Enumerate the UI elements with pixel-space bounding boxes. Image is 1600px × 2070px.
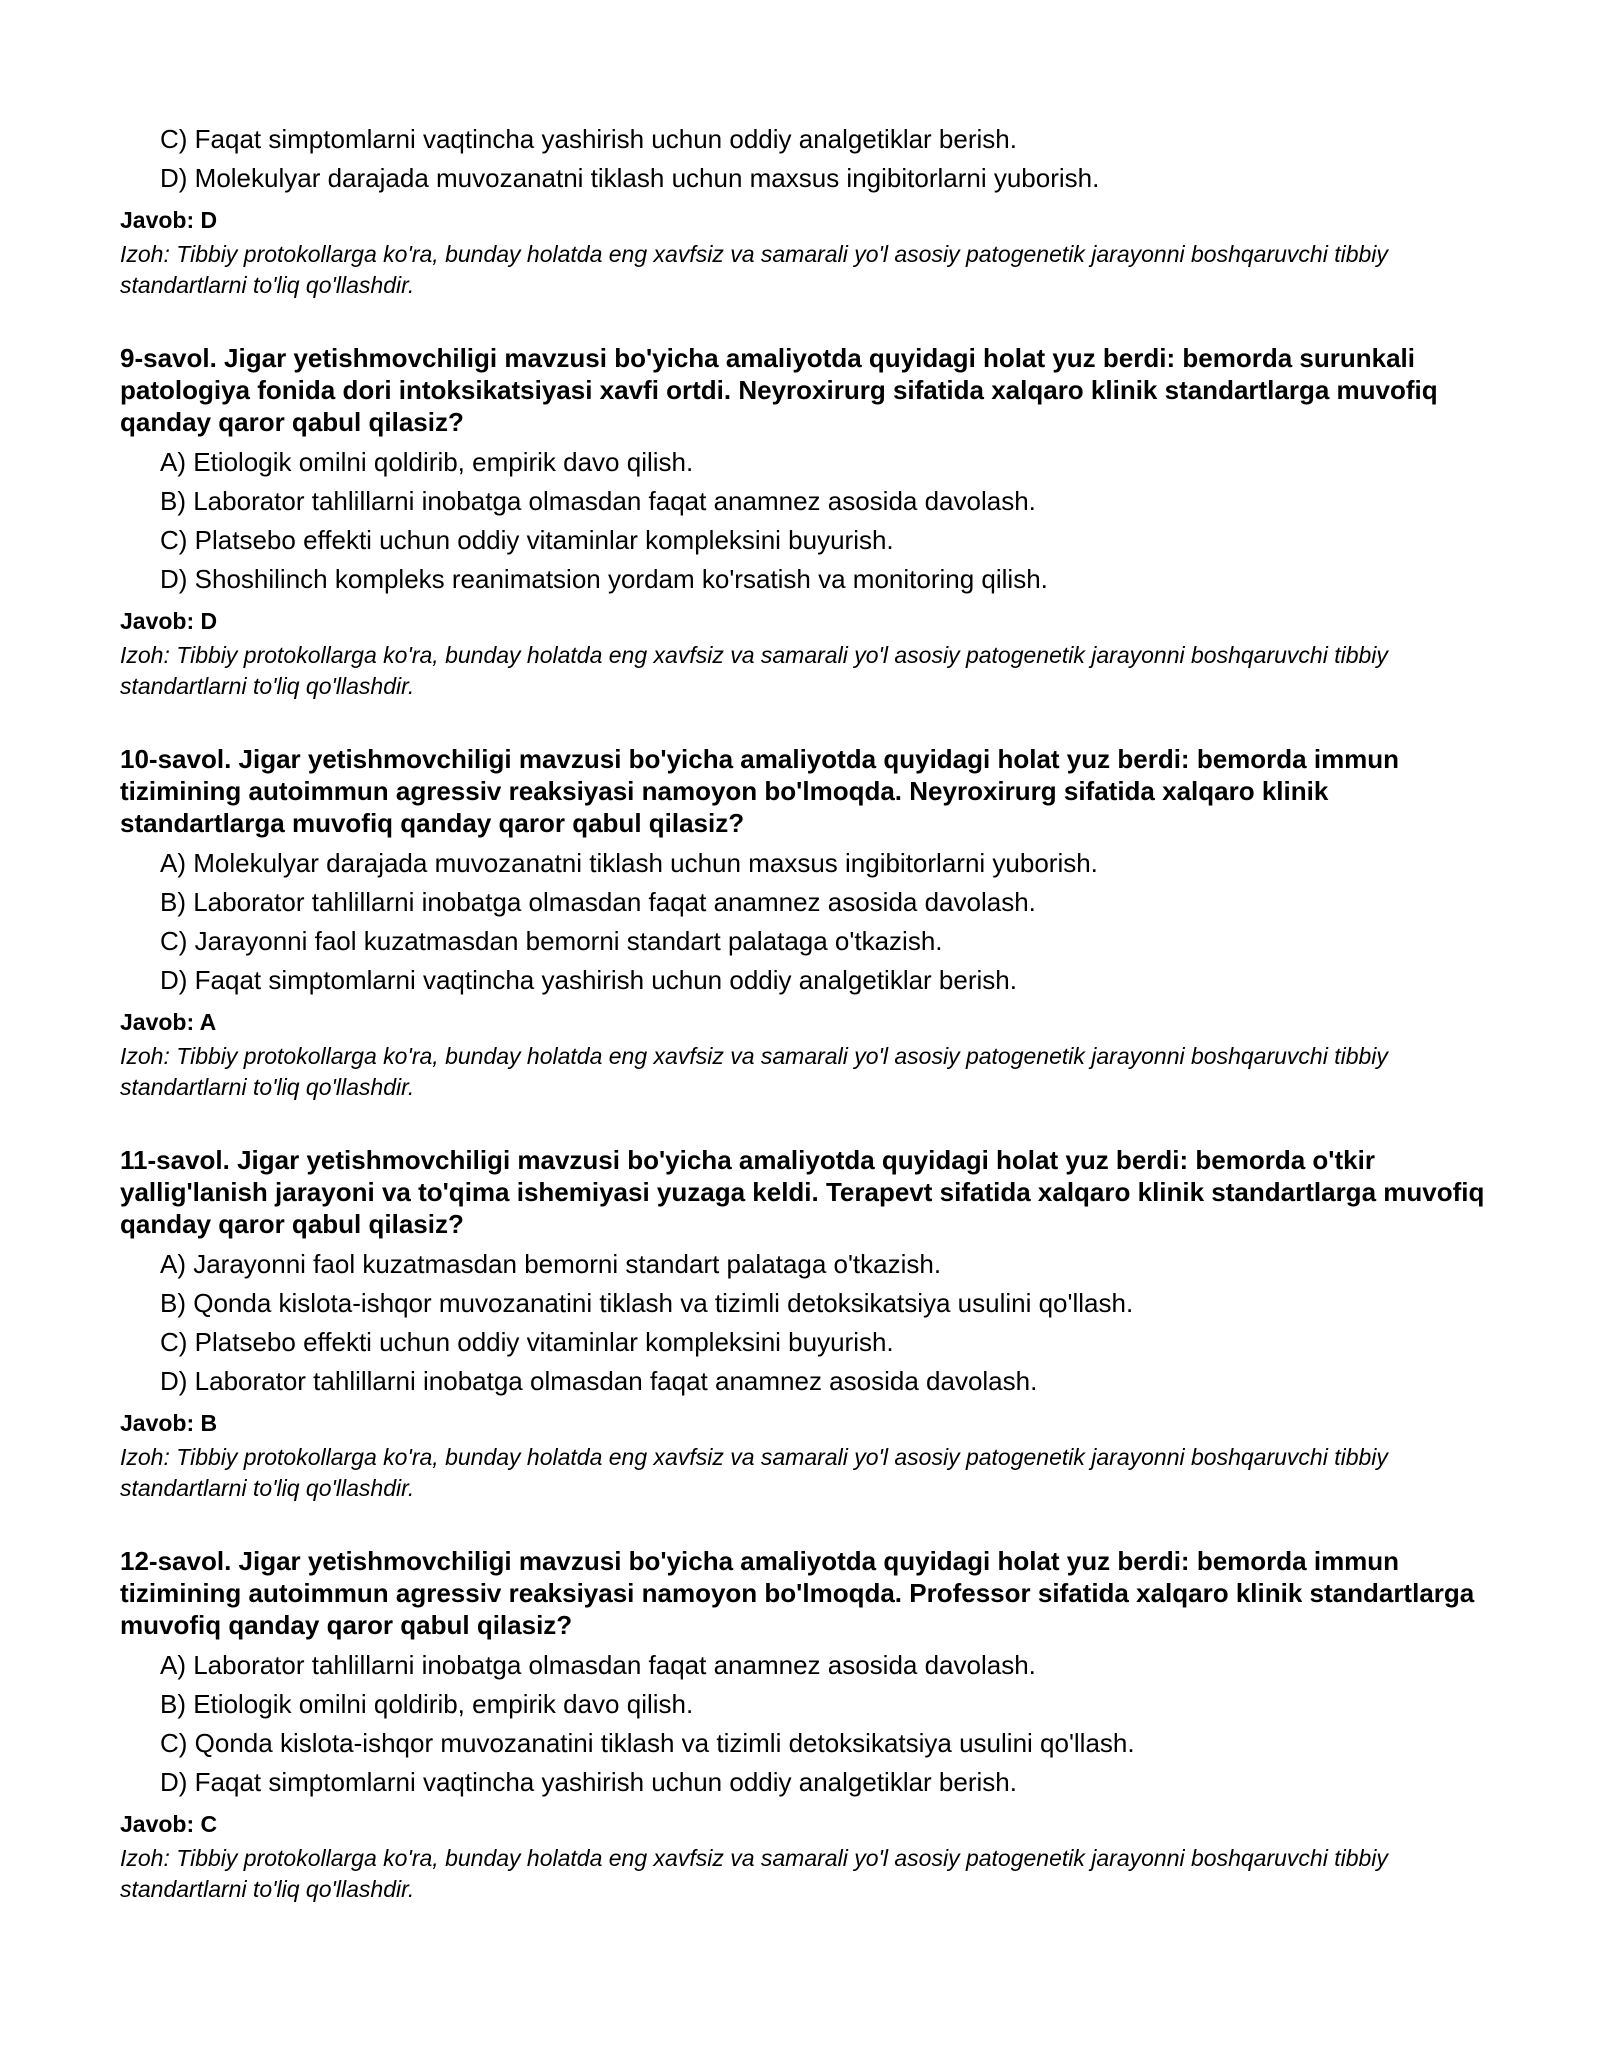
explanation-text: Izoh: Tibbiy protokollarga ko'ra, bunday holatda eng xavfsiz va samarali yo'l asosiy patogenetik jarayonni boshqaruvchi tibbiy standartlarni to'liq qo'llashdir.: [120, 1845, 1388, 1902]
option-c: C) Faqat simptomlarni vaqtincha yashirish uchun oddiy analgetiklar berish.: [160, 124, 1017, 154]
option-c: C) Platsebo effekti uchun oddiy vitaminlar kompleksini buyurish.: [160, 525, 894, 555]
question-text: 10-savol. Jigar yetishmovchiligi mavzusi bo'yicha amaliyotda quyidagi holat yuz berdi: bemorda immun tizimining autoimmun agressiv reaksiyasi namoyon bo'lmoqda. Neyroxirurg sifatida xalqaro klinik standartlarga muvofiq qanday qaror qabul qilasiz?: [120, 744, 1400, 838]
question-text: 9-savol. Jigar yetishmovchiligi mavzusi bo'yicha amaliyotda quyidagi holat yuz berdi: bemorda surunkali patologiya fonida dori intoksikatsiyasi xavfi ortdi. Neyroxirurg sifatida xalqaro klinik standartlarga muvofiq qanday qaror qabul qilasiz?: [120, 343, 1438, 437]
explanation-text: Izoh: Tibbiy protokollarga ko'ra, bunday holatda eng xavfsiz va samarali yo'l asosiy patogenetik jarayonni boshqaruvchi tibbiy standartlarni to'liq qo'llashdir.: [120, 642, 1388, 699]
option-d: D) Faqat simptomlarni vaqtincha yashirish uchun oddiy analgetiklar berish.: [160, 1767, 1017, 1797]
option-a: A) Jarayonni faol kuzatmasdan bemorni standart palataga o'tkazish.: [160, 1249, 942, 1279]
option-b: B) Qonda kislota-ishqor muvozanatini tiklash va tizimli detoksikatsiya usulini qo'llash.: [160, 1288, 1134, 1318]
option-c: C) Platsebo effekti uchun oddiy vitaminlar kompleksini buyurish.: [160, 1327, 894, 1357]
option-b: B) Laborator tahlillarni inobatga olmasdan faqat anamnez asosida davolash.: [160, 486, 1036, 516]
option-c: C) Qonda kislota-ishqor muvozanatini tiklash va tizimli detoksikatsiya usulini qo'llash.: [160, 1728, 1135, 1758]
option-a: A) Molekulyar darajada muvozanatni tiklash uchun maxsus ingibitorlarni yuborish.: [160, 848, 1098, 878]
question-9: [120, 342, 1500, 702]
document-page: [120, 120, 1500, 1905]
option-d: D) Molekulyar darajada muvozanatni tiklash uchun maxsus ingibitorlarni yuborish.: [160, 163, 1100, 193]
answer-label: Javob: D: [120, 207, 218, 233]
option-b: B) Etiologik omilni qoldirib, empirik davo qilish.: [160, 1689, 694, 1719]
option-c: C) Jarayonni faol kuzatmasdan bemorni standart palataga o'tkazish.: [160, 926, 943, 956]
option-a: A) Etiologik omilni qoldirib, empirik davo qilish.: [160, 447, 694, 477]
question-8-fragment: [120, 120, 1500, 301]
option-d: D) Laborator tahlillarni inobatga olmasdan faqat anamnez asosida davolash.: [160, 1366, 1038, 1396]
answer-label: Javob: A: [120, 1009, 217, 1035]
question-text: 12-savol. Jigar yetishmovchiligi mavzusi bo'yicha amaliyotda quyidagi holat yuz berdi: bemorda immun tizimining autoimmun agressiv reaksiyasi namoyon bo'lmoqda. Professor sifatida xalqaro klinik standartlarga muvofiq qanday qaror qabul qilasiz?: [120, 1546, 1475, 1640]
answer-label: Javob: D: [120, 608, 218, 634]
answer-label: Javob: C: [120, 1811, 218, 1837]
question-text: 11-savol. Jigar yetishmovchiligi mavzusi bo'yicha amaliyotda quyidagi holat yuz berdi: bemorda o'tkir yallig'lanish jarayoni va to'qima ishemiyasi yuzaga keldi. Terapevt sifatida xalqaro klinik standartlarga muvofiq qanday qaror qabul qilasiz?: [120, 1145, 1485, 1239]
explanation-text: Izoh: Tibbiy protokollarga ko'ra, bunday holatda eng xavfsiz va samarali yo'l asosiy patogenetik jarayonni boshqaruvchi tibbiy standartlarni to'liq qo'llashdir.: [120, 1444, 1388, 1501]
explanation-text: Izoh: Tibbiy protokollarga ko'ra, bunday holatda eng xavfsiz va samarali yo'l asosiy patogenetik jarayonni boshqaruvchi tibbiy standartlarni to'liq qo'llashdir.: [120, 241, 1388, 298]
answer-label: Javob: B: [120, 1410, 218, 1436]
option-d: D) Shoshilinch kompleks reanimatsion yordam ko'rsatish va monitoring qilish.: [160, 564, 1048, 594]
explanation-text: Izoh: Tibbiy protokollarga ko'ra, bunday holatda eng xavfsiz va samarali yo'l asosiy patogenetik jarayonni boshqaruvchi tibbiy standartlarni to'liq qo'llashdir.: [120, 1043, 1388, 1100]
question-12: [120, 1545, 1500, 1905]
option-b: B) Laborator tahlillarni inobatga olmasdan faqat anamnez asosida davolash.: [160, 887, 1036, 917]
option-d: D) Faqat simptomlarni vaqtincha yashirish uchun oddiy analgetiklar berish.: [160, 965, 1017, 995]
question-10: [120, 743, 1500, 1103]
question-11: [120, 1144, 1500, 1504]
option-a: A) Laborator tahlillarni inobatga olmasdan faqat anamnez asosida davolash.: [160, 1650, 1036, 1680]
